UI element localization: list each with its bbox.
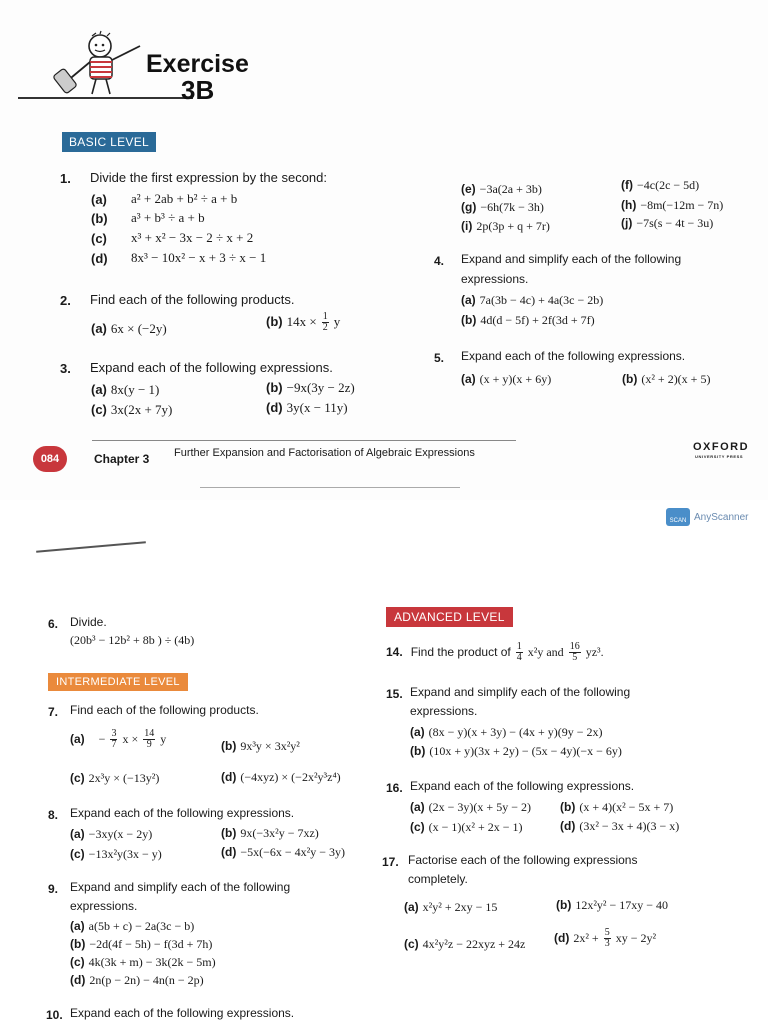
intermediate-level-badge: INTERMEDIATE LEVEL	[48, 673, 188, 691]
item-label: (c)	[70, 955, 85, 969]
question-text: Expand each of the following expressions.	[90, 360, 333, 375]
question-7	[48, 703, 259, 721]
question-text: Divide.	[70, 615, 107, 629]
q16-item-b	[560, 798, 673, 816]
scanner-label: AnyScanner	[694, 511, 749, 523]
publisher-subtitle: UNIVERSITY PRESS	[695, 454, 744, 459]
q7-item-c	[70, 769, 159, 787]
item-label: (d)	[266, 400, 283, 415]
chapter-label: Chapter 3	[94, 452, 150, 466]
item-label: (a)	[461, 293, 476, 307]
item-label: (g)	[461, 200, 477, 214]
mascot-illustration	[52, 30, 144, 102]
question-number: 14.	[386, 645, 403, 660]
q7-item-b	[221, 737, 300, 755]
q2-item-a	[91, 320, 167, 338]
title-rule	[18, 97, 193, 99]
item-label: (c)	[91, 231, 107, 246]
item-label: (b)	[266, 380, 283, 395]
q17-item-c	[404, 935, 525, 953]
item-label: (b)	[221, 739, 237, 753]
q3-item-d	[266, 399, 348, 417]
question-text: Expand each of the following expressions.	[70, 1006, 295, 1020]
item-label: (a)	[91, 192, 107, 207]
q5-item-b	[622, 370, 710, 388]
q3-item-h	[621, 196, 723, 214]
q3-item-i	[461, 217, 550, 235]
item-expression: (x² + 2)(x + 5)	[641, 372, 711, 386]
question-15	[386, 685, 631, 703]
q1-item-a	[91, 191, 238, 209]
q7-item-a: (a) − $\frac{3}{7}$ x × $\frac{14}{9}$ y	[70, 728, 167, 750]
question-number: 5.	[434, 351, 445, 365]
item-label: (b)	[70, 937, 86, 951]
question-3	[60, 360, 333, 378]
question-text: Find the product of	[410, 645, 511, 660]
q3-item-g	[461, 198, 544, 216]
item-label: (b)	[556, 898, 572, 912]
item-label: (a)	[461, 372, 476, 386]
question-number: 2.	[60, 293, 71, 308]
item-expression: 14x ×	[286, 314, 317, 330]
question-text: Expand each of the following expressions.	[70, 806, 295, 820]
q5-item-a	[461, 370, 551, 388]
item-label: (b)	[266, 314, 283, 330]
question-4-line2: expressions.	[461, 272, 529, 286]
fraction: $\frac{16}{5}$	[569, 641, 580, 663]
item-label: (d)	[70, 973, 86, 987]
q8-item-d	[221, 843, 345, 861]
question-text: Expand each of the following expressions.	[461, 349, 686, 363]
item-expression: −3a(2a + 3b)	[479, 182, 542, 196]
item-expression: 9x(−3x²y − 7xz)	[240, 826, 319, 840]
question-15-line2: expressions.	[410, 704, 478, 718]
basic-level-badge: BASIC LEVEL	[62, 132, 156, 152]
q1-item-d	[91, 250, 267, 268]
item-expression: (2x − 3y)(x + 5y − 2)	[428, 800, 531, 814]
item-label: (b)	[410, 744, 426, 758]
item-expression: 4x²y²z − 22xyz + 24z	[422, 937, 526, 951]
item-label: (d)	[554, 931, 570, 946]
item-label: (b)	[560, 800, 576, 814]
question-number: 10.	[46, 1008, 63, 1022]
item-expression: 6x × (−2y)	[110, 321, 167, 336]
bottom-page	[0, 530, 768, 1024]
question-number: 16.	[386, 781, 403, 795]
item-label: (a)	[404, 900, 419, 914]
item-expression: a² + 2ab + b² ÷ a + b	[131, 191, 238, 206]
question-text: Find each of the following products.	[70, 703, 259, 717]
q8-item-a	[70, 825, 152, 843]
scanner-icon: SCAN	[666, 508, 690, 526]
question-number: 4.	[434, 254, 445, 268]
fraction: $\frac{14}{9}$	[144, 728, 155, 750]
question-6	[48, 615, 107, 633]
question-text: Divide the first expression by the second:	[90, 170, 328, 185]
item-label: (c)	[70, 847, 85, 861]
exercise-number: 3B	[181, 75, 215, 105]
q9-item-b	[70, 935, 212, 953]
q17-item-b	[556, 896, 668, 914]
item-label: (a)	[91, 321, 107, 336]
item-expression: 3y(x − 11y)	[286, 400, 348, 415]
question-17	[382, 853, 638, 871]
item-label: (d)	[91, 251, 108, 266]
question-number: 8.	[48, 808, 59, 822]
footer-rule	[92, 440, 516, 441]
item-expression: 2p(3p + q + 7r)	[476, 219, 550, 233]
q16-item-d	[560, 817, 679, 835]
question-number: 15.	[386, 687, 403, 701]
q15-item-b	[410, 742, 622, 760]
question-17-line2: completely.	[408, 872, 468, 886]
item-label: (c)	[70, 771, 85, 785]
item-label: (c)	[410, 820, 425, 834]
fraction: $\frac{1}{2}$	[322, 311, 328, 333]
q3-item-f	[621, 176, 699, 194]
item-label: (b)	[461, 313, 477, 327]
q4-item-a	[461, 291, 603, 309]
question-number: 17.	[382, 855, 399, 869]
question-1	[60, 170, 400, 188]
item-label: (i)	[461, 219, 473, 233]
item-label: (d)	[221, 845, 237, 859]
item-expression: x²y² + 2xy − 15	[422, 900, 498, 914]
item-label: (b)	[91, 211, 108, 226]
question-number: 9.	[48, 882, 59, 896]
item-label: (a)	[410, 800, 425, 814]
q16-item-c	[410, 818, 523, 836]
question-2	[60, 292, 295, 310]
q17-item-a	[404, 898, 497, 916]
item-label: (e)	[461, 182, 476, 196]
q17-item-d: (d) 2x² + $\frac{5}{3}$ xy − 2y²	[554, 927, 657, 949]
item-expression: (8x − y)(x + 3y) − (4x + y)(9y − 2x)	[428, 725, 603, 739]
q9-item-c	[70, 953, 216, 971]
item-expression: 8x(y − 1)	[110, 382, 160, 397]
question-text: Find each of the following products.	[90, 292, 295, 307]
q9-item-d	[70, 971, 204, 989]
item-expression: 2n(p − 2n) − 4n(n − 2p)	[89, 973, 204, 987]
item-expression: −4c(2c − 5d)	[637, 178, 700, 192]
question-16	[386, 779, 635, 797]
question-10	[46, 1006, 295, 1024]
chapter-title: Further Expansion and Factorisation of Algebraic Expressions	[174, 447, 475, 459]
item-expression: −13x²y(3x − y)	[88, 847, 162, 861]
item-expression: 3x(2x + 7y)	[110, 402, 173, 417]
item-label: (a)	[70, 827, 85, 841]
fraction: $\frac{1}{4}$	[516, 641, 522, 663]
q15-item-a	[410, 723, 602, 741]
q9-item-a	[70, 917, 194, 935]
q8-item-b	[221, 824, 319, 842]
item-expression: 2x³y × (−13y²)	[88, 771, 160, 785]
item-expression: −6h(7k − 3h)	[480, 200, 544, 214]
item-label: (h)	[621, 198, 637, 212]
question-number: 1.	[60, 171, 71, 186]
item-label: (a)	[70, 732, 85, 747]
item-label: (b)	[622, 372, 638, 386]
item-label: (d)	[221, 770, 237, 784]
item-label: (j)	[621, 216, 633, 230]
question-number: 6.	[48, 617, 59, 631]
scanner-watermark	[666, 508, 748, 526]
question-text: Factorise each of the following expressions	[408, 853, 638, 867]
publisher-logo: OXFORD	[693, 441, 750, 453]
question-5	[434, 349, 686, 367]
q3-item-b	[266, 379, 355, 397]
item-expression: −8m(−12m − 7n)	[640, 198, 724, 212]
item-expression: a(5b + c) − 2a(3c − b)	[88, 919, 195, 933]
q3-item-c	[91, 401, 172, 419]
q2-item-b: (b) 14x × $\frac{1}{2}$ y	[266, 311, 341, 333]
item-expression: (−4xyz) × (−2x²y³z⁴)	[240, 770, 341, 784]
item-expression: (x − 1)(x² + 2x − 1)	[428, 820, 523, 834]
item-label: (c)	[91, 402, 107, 417]
torn-edge	[36, 541, 146, 553]
item-expression: x³ + x² − 3x − 2 ÷ x + 2	[131, 230, 254, 245]
item-expression: 4d(d − 5f) + 2f(3d + 7f)	[480, 313, 595, 327]
advanced-level-badge: ADVANCED LEVEL	[386, 607, 513, 627]
q3-item-a	[91, 381, 159, 399]
q3-item-j	[621, 214, 713, 232]
q16-item-a	[410, 798, 531, 816]
item-label: (b)	[221, 826, 237, 840]
question-text: Expand and simplify each of the following	[410, 685, 631, 699]
q3-item-e	[461, 180, 542, 198]
item-label: (f)	[621, 178, 633, 192]
item-expression: 7a(3b − 4c) + 4a(3c − 2b)	[479, 293, 604, 307]
question-number: 3.	[60, 361, 71, 376]
item-expression: 8x³ − 10x² − x + 3 ÷ x − 1	[131, 250, 267, 265]
q6-expression: (20b³ − 12b² + 8b ) ÷ (4b)	[70, 633, 195, 647]
item-expression: −5x(−6x − 4x²y − 3y)	[240, 845, 345, 859]
item-label: (a)	[91, 382, 107, 397]
item-expression: (x + 4)(x² − 5x + 7)	[579, 800, 674, 814]
question-text: Expand each of the following expressions.	[410, 779, 635, 793]
item-expression: −3xy(x − 2y)	[88, 827, 153, 841]
question-text: Expand and simplify each of the following	[70, 880, 291, 894]
question-text: Expand and simplify each of the following	[461, 252, 682, 266]
item-expression: −2d(4f − 5h) − f(3d + 7h)	[89, 937, 213, 951]
item-expression: 4k(3k + m) − 3k(2k − 5m)	[88, 955, 216, 969]
question-4	[434, 252, 682, 270]
item-expression: (10x + y)(3x + 2y) − (5x − 4y)(−x − 6y)	[429, 744, 622, 758]
item-label: (a)	[70, 919, 85, 933]
item-expression: (x + y)(x + 6y)	[479, 372, 552, 386]
question-8	[48, 806, 295, 824]
question-9-line2: expressions.	[70, 899, 138, 913]
q8-item-c	[70, 845, 162, 863]
item-label: (d)	[560, 819, 576, 833]
item-expression: 12x²y² − 17xy − 40	[575, 898, 669, 912]
fraction: $\frac{3}{7}$	[111, 728, 117, 750]
q4-item-b	[461, 311, 595, 329]
question-number: 7.	[48, 705, 59, 719]
q1-item-c	[91, 230, 254, 248]
exercise-title: Exercise	[146, 50, 249, 78]
item-expression: a³ + b³ ÷ a + b	[131, 210, 205, 225]
question-9	[48, 880, 291, 898]
item-label: (c)	[404, 937, 419, 951]
top-page	[0, 0, 768, 500]
page-number-badge: 084	[33, 446, 67, 472]
item-expression: (3x² − 3x + 4)(3 − x)	[579, 819, 680, 833]
q7-item-d	[221, 768, 341, 786]
item-expression: 9x³y × 3x²y²	[240, 739, 300, 753]
fraction: $\frac{5}{3}$	[604, 927, 610, 949]
item-expression: −7s(s − 4t − 3u)	[636, 216, 714, 230]
item-expression: −9x(3y − 2z)	[286, 380, 355, 395]
q1-item-b	[91, 210, 205, 228]
question-14: 14. Find the product of $\frac{1}{4}$ x²y and $\frac{16}{5}$ yz³.	[386, 641, 604, 663]
item-label: (a)	[410, 725, 425, 739]
bottom-rule	[200, 487, 460, 488]
